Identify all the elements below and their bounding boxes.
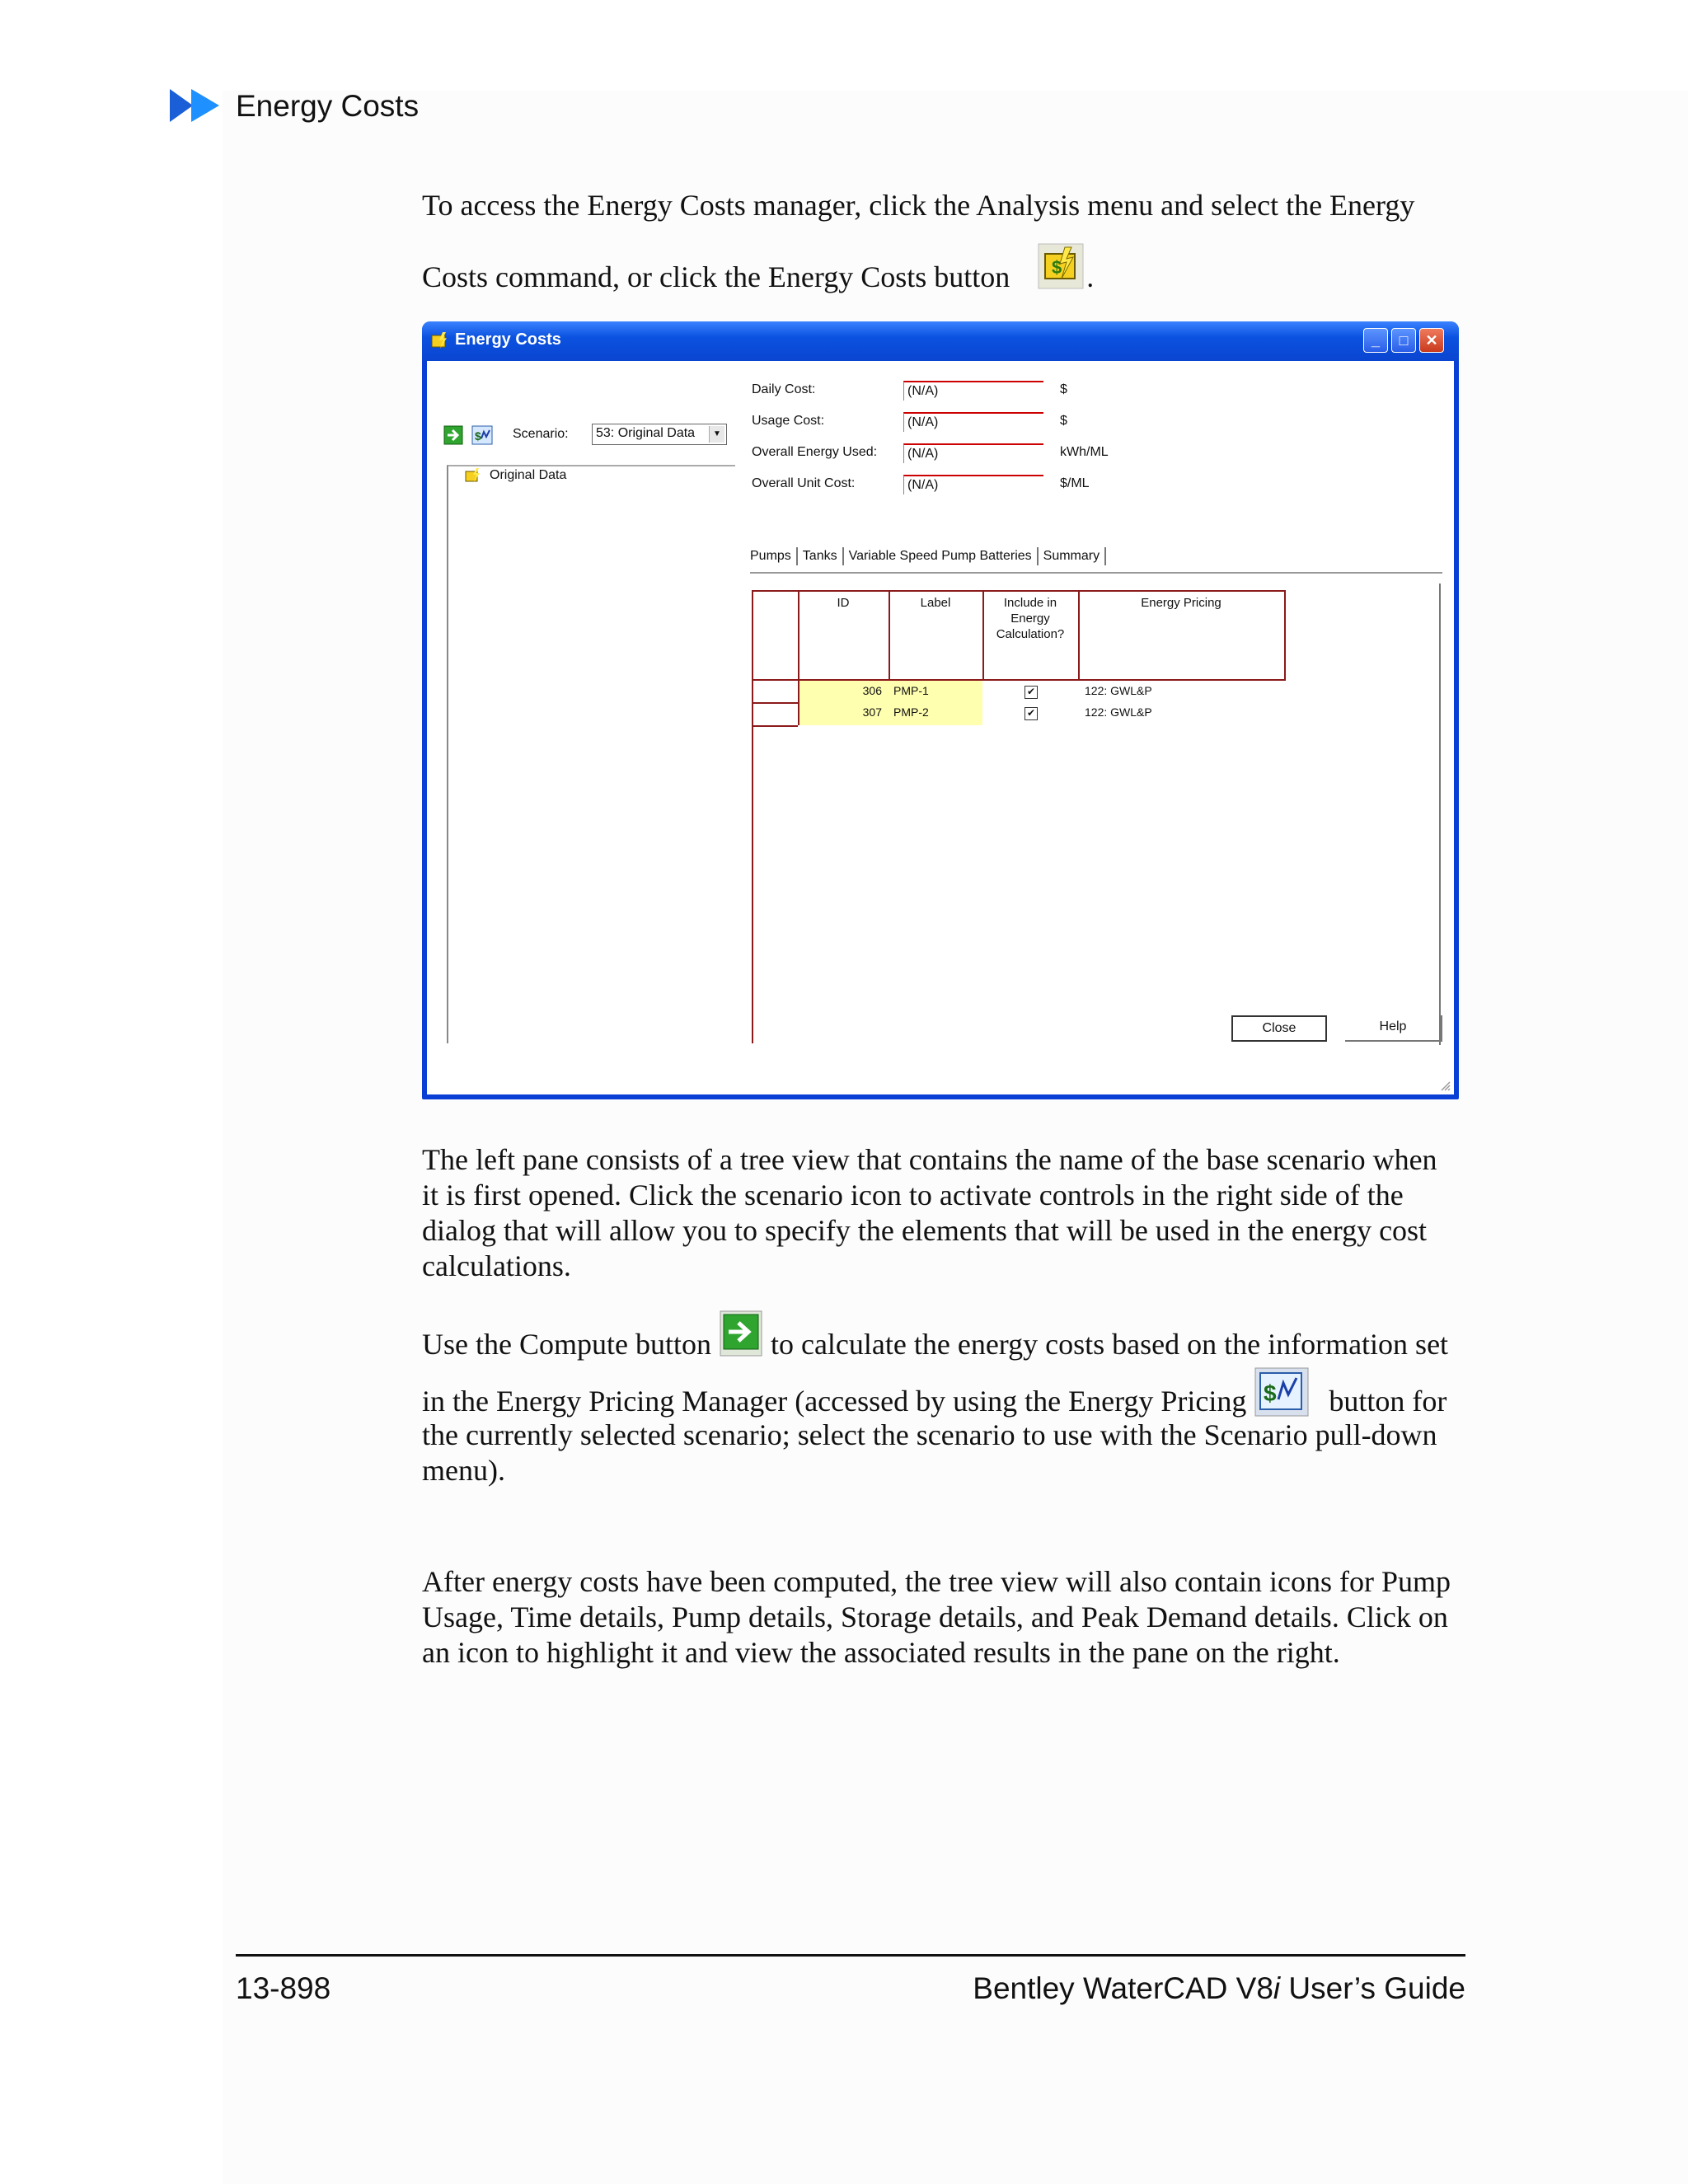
close-window-icon[interactable]: ✕ <box>1419 328 1444 353</box>
resize-grip-icon[interactable] <box>1439 1080 1451 1091</box>
compute-line-2-text-b: button for <box>1329 1385 1447 1418</box>
chapter-arrows-icon <box>170 87 224 124</box>
scenario-select-value: 53: Original Data <box>596 426 696 440</box>
cell-id: 306 <box>862 684 882 697</box>
cell-energy-pricing[interactable]: 122: GWL&P <box>1085 705 1152 719</box>
maximize-icon[interactable]: □ <box>1391 328 1416 353</box>
svg-text:$: $ <box>475 429 481 443</box>
overall-energy-used-unit: kWh/ML <box>1060 445 1109 459</box>
grid-line <box>752 725 798 727</box>
book-title-part-a: Bentley WaterCAD V8 <box>973 1971 1273 2005</box>
compute-paragraph <box>422 1327 1459 1488</box>
svg-text:$: $ <box>1052 256 1062 278</box>
grid-line <box>752 679 1286 681</box>
include-checkbox[interactable]: ✔ <box>1025 707 1038 720</box>
compute-icon[interactable] <box>443 425 463 445</box>
tree-item-original-data[interactable]: Original Data <box>490 468 567 482</box>
grid-right-border <box>1439 583 1441 1045</box>
compute-line-1-text-a: Use the Compute button <box>422 1328 711 1361</box>
help-button[interactable]: Help <box>1345 1015 1442 1042</box>
book-title-italic: i <box>1273 1971 1281 2005</box>
daily-cost-value: (N/A) <box>907 384 939 398</box>
usage-cost-label: Usage Cost: <box>752 414 825 428</box>
tab-divider <box>1104 547 1106 565</box>
daily-cost-unit: $ <box>1060 382 1067 396</box>
intro-line-1: To access the Energy Costs manager, click the Analysis menu and select the Energy <box>422 189 1415 222</box>
dialog-titlebar <box>422 321 1459 361</box>
tab-strip <box>750 547 1111 565</box>
energy-costs-button-icon <box>1035 241 1086 292</box>
col-header-id[interactable]: ID <box>837 596 850 610</box>
tab-divider <box>796 547 798 565</box>
tab-variable-speed-pump-batteries[interactable]: Variable Speed Pump Batteries <box>848 549 1032 564</box>
svg-text:$: $ <box>1264 1380 1277 1406</box>
minimize-icon[interactable]: _ <box>1363 328 1388 353</box>
book-title-part-b: User’s Guide <box>1280 1971 1465 2005</box>
pumps-table[interactable] <box>752 590 1442 1043</box>
col-header-energy-pricing[interactable]: Energy Pricing <box>1141 596 1221 610</box>
daily-cost-field <box>903 381 1043 401</box>
compute-line-2-text-a: in the Energy Pricing Manager (accessed by using the Energy Pricing <box>422 1385 1247 1418</box>
compute-line-3: the currently selected scenario; select the scenario to use with the Scenario pull-down menu). <box>422 1418 1437 1487</box>
chevron-down-icon[interactable]: ▼ <box>709 426 724 443</box>
highlighted-cells <box>798 681 982 725</box>
grid-line <box>752 590 1286 592</box>
overall-energy-used-label: Overall Energy Used: <box>752 445 878 459</box>
dialog-title: Energy Costs <box>455 330 561 349</box>
tree-view-paragraph: The left pane consists of a tree view that contains the name of the base scenario when it is first opened. Click the scenario icon to activate controls in the right side of the dialog that will allow you to specify the elements that will be used in the energy cost calculations. <box>422 1143 1437 1282</box>
cell-label: PMP-2 <box>893 705 929 719</box>
col-header-label[interactable]: Label <box>920 596 951 610</box>
scenario-label: Scenario: <box>513 427 569 441</box>
compute-button-icon <box>719 1310 763 1357</box>
tab-underline <box>750 572 1442 574</box>
overall-energy-used-value: (N/A) <box>907 447 939 461</box>
overall-unit-cost-label: Overall Unit Cost: <box>752 476 856 490</box>
compute-line-1-text-b: to calculate the energy costs based on the information set <box>770 1328 1449 1361</box>
intro-line-2-period: . <box>1086 260 1095 293</box>
grid-line <box>752 702 798 704</box>
dialog-client-area <box>427 361 1454 1094</box>
scenario-tree[interactable] <box>447 465 735 1043</box>
overall-unit-cost-field <box>903 475 1043 494</box>
tab-divider <box>1037 547 1039 565</box>
cell-label: PMP-1 <box>893 684 929 697</box>
intro-paragraph <box>422 188 1459 295</box>
scenario-tree-icon[interactable] <box>465 468 481 483</box>
include-checkbox[interactable]: ✔ <box>1025 686 1038 699</box>
chapter-title: Energy Costs <box>236 89 420 123</box>
cell-energy-pricing[interactable]: 122: GWL&P <box>1085 684 1152 697</box>
usage-cost-value: (N/A) <box>907 415 939 429</box>
grid-line <box>752 590 753 1043</box>
col-header-include[interactable]: Include in Energy Calculation? <box>996 596 1065 641</box>
compute-line-1 <box>422 1327 1459 1362</box>
grid-line <box>1284 590 1286 679</box>
usage-cost-field <box>903 412 1043 432</box>
tab-tanks[interactable]: Tanks <box>802 549 837 564</box>
scenario-select[interactable] <box>592 424 727 445</box>
cell-id: 307 <box>862 705 882 719</box>
compute-line-2 <box>422 1380 1459 1419</box>
energy-costs-dialog <box>422 321 1459 1099</box>
close-button[interactable]: Close <box>1231 1015 1327 1042</box>
energy-costs-title-icon <box>430 331 448 349</box>
energy-pricing-button-icon <box>1254 1366 1310 1418</box>
tab-divider <box>842 547 844 565</box>
intro-line-2-text: Costs command, or click the Energy Costs button <box>422 260 1010 293</box>
overall-energy-used-field <box>903 443 1043 463</box>
tab-summary[interactable]: Summary <box>1043 549 1100 564</box>
usage-cost-unit: $ <box>1060 414 1067 428</box>
overall-unit-cost-value: (N/A) <box>907 478 939 492</box>
book-title <box>973 1971 1465 2006</box>
overall-unit-cost-unit: $/ML <box>1060 476 1090 490</box>
grid-line <box>982 590 984 679</box>
after-compute-paragraph: After energy costs have been computed, the tree view will also contain icons for Pump Usage, Time details, Pump details, Storage details, and Peak Demand details. Click on an icon to highlight it and view the associated results in the pane on the right. <box>422 1565 1451 1669</box>
footer-rule <box>236 1954 1465 1957</box>
page-number: 13-898 <box>236 1971 331 2005</box>
energy-pricing-icon[interactable] <box>471 425 493 445</box>
tab-pumps[interactable]: Pumps <box>750 549 791 564</box>
daily-cost-label: Daily Cost: <box>752 382 816 396</box>
intro-line-2 <box>422 256 1459 295</box>
